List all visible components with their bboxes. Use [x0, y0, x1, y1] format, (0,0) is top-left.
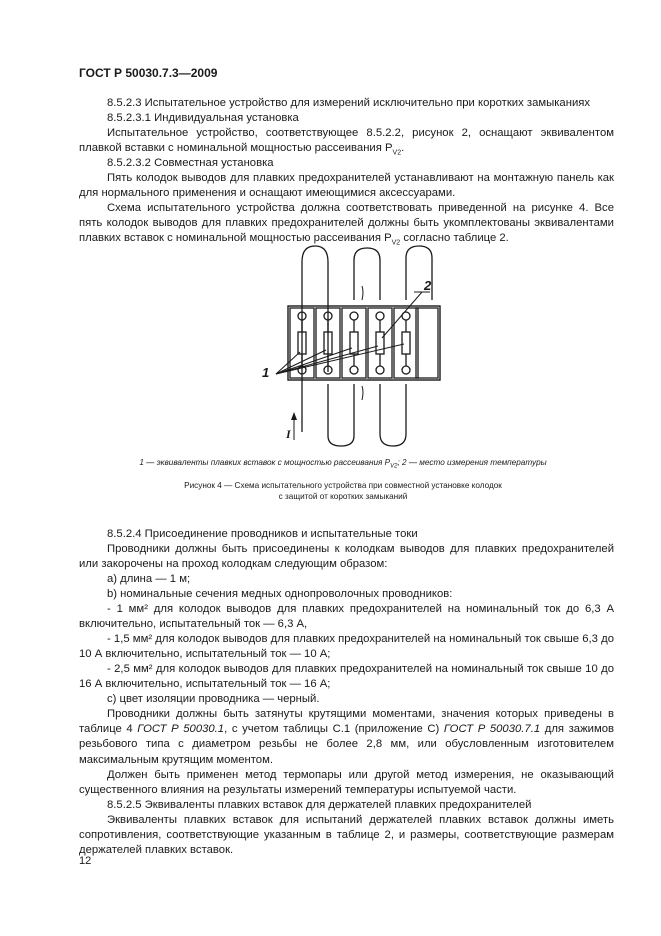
- paragraph-joint-setup: Пять колодок выводов для плавких предохранителей устанавливают на монтажную панель как для нормального применения и оснащают имеющимися аксессуарами.: [79, 172, 614, 200]
- figure-4-diagram: [262, 240, 454, 448]
- measurement-mark: [362, 286, 363, 300]
- conductor-loop: [380, 384, 406, 446]
- paragraph-thermocouple: Должен быть применен метод термопары или другой метод измерения, не оказывающий существенного влияния на результаты измерений температуры испытуемой части.: [79, 769, 614, 797]
- document-header: ГОСТ Р 50030.7.3—2009: [79, 66, 218, 80]
- label-2: 2: [424, 278, 432, 293]
- list-item-b3: - 2,5 мм² для колодок выводов для плавких предохранителей на номинальный ток свыше 10 до 16 А включительно, испытательный ток — 16 А;: [79, 663, 614, 691]
- section-8-5-2-4: 8.5.2.4 Присоединение проводников и испытательные токи: [107, 528, 418, 540]
- label-current: I: [286, 427, 291, 441]
- paragraph-conductors: Проводники должны быть присоединены к колодкам выводов для плавких предохранителей или закорочены на проход колодкам следующим образом:: [79, 543, 614, 571]
- label-1: 1: [262, 365, 270, 380]
- fuse-block: [342, 308, 366, 378]
- section-8-5-2-3: 8.5.2.3 Испытательное устройство для измерений исключительно при коротких замыканиях: [107, 97, 591, 109]
- section-8-5-2-3-2: 8.5.2.3.2 Совместная установка: [107, 157, 274, 169]
- list-item-b2: - 1,5 мм² для колодок выводов для плавких предохранителей на номинальный ток свыше 6,3 до 10 А включительно, испытательный ток — 10 А;: [79, 633, 614, 661]
- section-8-5-2-5: 8.5.2.5 Эквиваленты плавких вставок для держателей плавких предохранителей: [107, 799, 532, 811]
- conductor-loop: [354, 248, 380, 300]
- measurement-mark: [362, 386, 363, 400]
- section-8-5-2-3-1: 8.5.2.3.1 Индивидуальная установка: [107, 112, 299, 124]
- fuse-equivalent: [402, 312, 410, 374]
- fuse-block: [416, 308, 438, 378]
- paragraph-individual-setup: Испытательное устройство, соответствующее 8.5.2.2, рисунок 2, оснащают эквивалентом плавкой вставки с номинальной мощностью рассеивания $P_{V2}$.: [79, 127, 614, 157]
- figure-caption-line1: Рисунок 4 — Схема испытательного устройства при совместной установке колодок: [184, 481, 502, 490]
- figure-caption-line2: с защитой от коротких замыканий: [278, 492, 408, 501]
- list-item-b1: - 1 мм² для колодок выводов для плавких предохранителей на номинальный ток до 6,3 А включительно, испытательный ток — 6,3 А,: [79, 603, 614, 631]
- figure-legend: 1 — эквиваленты плавких вставок с мощностью рассеивания $P_{V2}$; 2 — место измерения температуры: [139, 458, 547, 470]
- list-item-b: b) номинальные сечения медных однопроволочных проводников:: [107, 588, 453, 600]
- paragraph-test-scheme: Схема испытательного устройства должна соответствовать приведенной на рисунке 4. Все пять колодок выводов для плавких предохранителей должны быть укомплектованы эквивалентами плавких вставок с номинальной мощностью рассеивания $P_{V2}$ согласно таблице 2.: [79, 202, 614, 247]
- fuse-equivalent: [376, 312, 384, 374]
- paragraph-torque: Проводники должны быть затянуты крутящими моментами, значения которых приведены в таблице 4 ГОСТ Р 50030.1, с учетом таблицы С.1 (приложение С) ГОСТ Р 50030.7.1 для зажимов резьбового типа с диаметром резьбы не более 2,8 мм, или обусловленным изготовителем максимальным крутящим моментом.: [79, 708, 615, 766]
- fuse-block: [368, 308, 392, 378]
- paragraph-fuse-equivalents: Эквиваленты плавких вставок для испытаний держателей плавких вставок должны иметь сопротивления, соответствующие указанным в таблице 2, и размеры, соответствующие размерам держателей плавких вставок.: [79, 814, 614, 857]
- mounting-panel: [288, 306, 440, 380]
- list-item-a: а) длина — 1 м;: [107, 573, 191, 585]
- page-number: 12: [79, 855, 92, 867]
- conductor-loop: [328, 384, 354, 446]
- fuse-equivalent: [350, 312, 358, 374]
- list-item-c: с) цвет изоляции проводника — черный.: [107, 693, 320, 705]
- fuse-block: [394, 308, 418, 378]
